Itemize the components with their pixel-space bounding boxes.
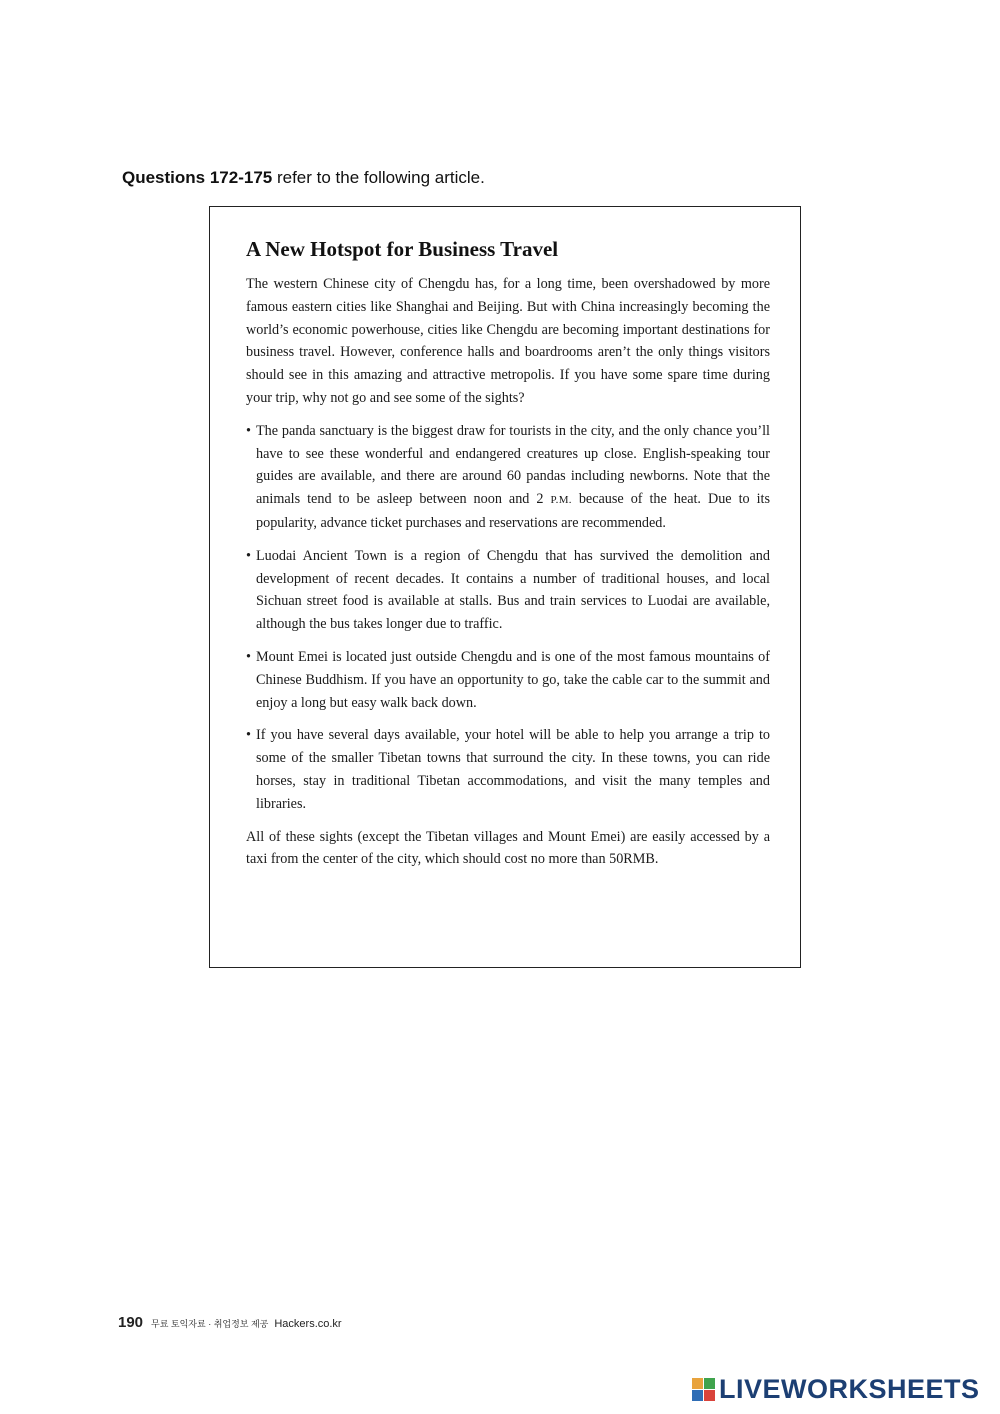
page-number: 190 [118, 1314, 144, 1331]
intro-paragraph: The western Chinese city of Chengdu has, for a long time, been overshadowed by more famous eastern cities like Shanghai and Beijing. But with China increasingly becoming the world’s economic powerhouse, cities like Chengdu are becoming important destinations for business travel. However, conference halls and boardrooms aren’t the only things visitors should see in this amazing and attractive metropolis. If you have some spare time during your trip, why not go and see some of the sights? [246, 276, 770, 406]
brand-name: LIVEWORKSHEETS [719, 1374, 980, 1404]
questions-intro [122, 168, 485, 188]
sight-luodai-ancient-town [246, 545, 770, 636]
footer-site: Hackers.co.kr [274, 1318, 342, 1330]
logo-square [692, 1378, 703, 1389]
article-title: A New Hotspot for Business Travel [246, 237, 559, 261]
bullet-icon: • [246, 422, 251, 439]
questions-range: Questions 172-175 [122, 168, 273, 187]
bullet-icon: • [246, 547, 251, 564]
article-box [209, 206, 801, 968]
logo-square [704, 1390, 715, 1401]
tibetan-text: If you have several days available, your hotel will be able to help you arrange a trip to some of the smaller Tibetan towns that surround the city. In these towns, you can ride horses, stay in traditional Tibetan accommodations, and visit the many temples and libraries. [256, 727, 770, 812]
closing-paragraph: All of these sights (except the Tibetan villages and Mount Emei) are easily accessed by a taxi from the center of the city, which should cost no more than 50RMB. [246, 828, 770, 868]
logo-square [692, 1390, 703, 1401]
liveworksheets-logo-icon [692, 1378, 715, 1401]
panda-text-start: The panda sanctuary is the biggest draw for tourists in the city, and the only chance you’ll have to see these wonderful and endangered creatures up close. English-speaking tour guides are available, and there are around 60 pandas including newborns. Note that the animals tend to be asleep between noon and 2 [256, 422, 770, 508]
sight-tibetan-towns [246, 724, 770, 815]
bullet-icon: • [246, 648, 251, 665]
panda-text-pm: P.M. [550, 494, 572, 507]
luodai-text: Luodai Ancient Town is a region of Chengdu that has survived the demolition and development of recent decades. It contains a number of traditional houses, and local Sichuan street food is available at stalls. Bus and train services to Luodai are available, although the bus takes longer due to traffic. [256, 547, 770, 633]
questions-intro-text: refer to the following article. [272, 168, 485, 187]
panda-text-end: because of the heat. Due to its popularity, advance ticket purchases and reservations are recommended. [256, 491, 770, 531]
page-footer [118, 1314, 342, 1332]
article-body [246, 237, 770, 881]
footer-korean-text: 무료 토익자료 · 취업정보 제공 [151, 1319, 269, 1329]
sights-list [246, 420, 770, 816]
sight-mount-emei [246, 646, 770, 714]
sight-panda-sanctuary [246, 420, 770, 535]
logo-square [704, 1378, 715, 1389]
bullet-icon: • [246, 727, 251, 744]
liveworksheets-brand [692, 1374, 980, 1405]
emei-text: Mount Emei is located just outside Chengdu and is one of the most famous mountains of Chinese Buddhism. If you have an opportunity to go, take the cable car to the summit and enjoy a long but easy walk back down. [256, 648, 770, 711]
